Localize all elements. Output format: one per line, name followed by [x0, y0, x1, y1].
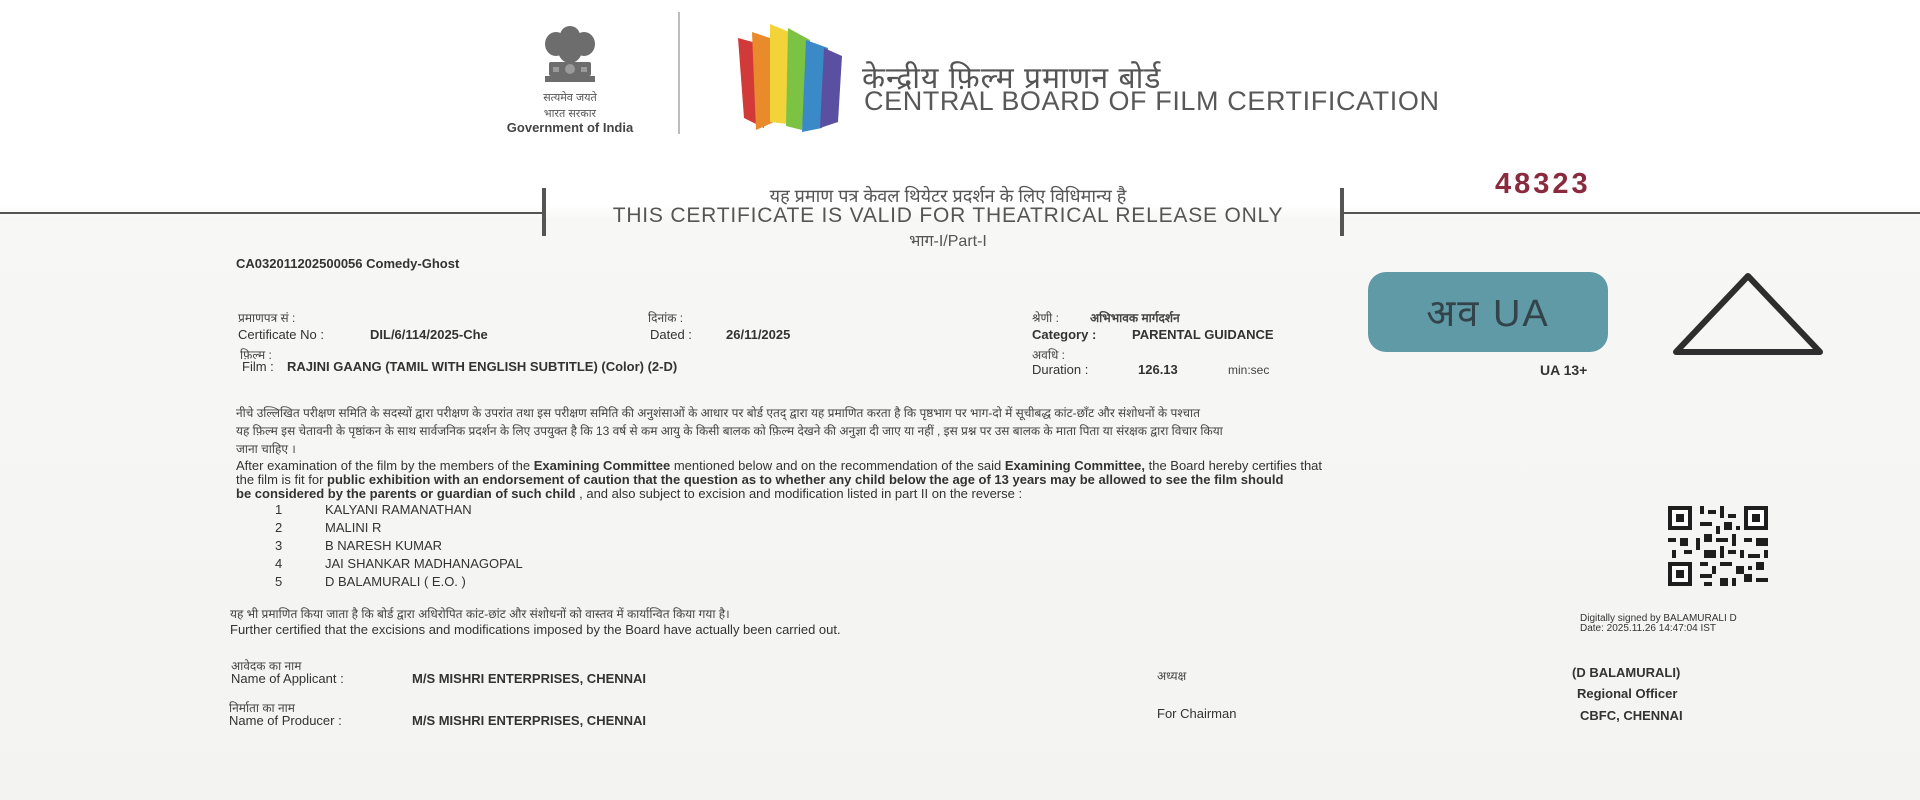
body-en-bold: be considered by the parents or guardian of such child	[236, 486, 576, 501]
committee-number: 2	[275, 520, 283, 535]
film-hindi: फ़िल्म :	[240, 348, 272, 362]
validity-hindi: यह प्रमाण पत्र केवल थियेटर प्रदर्शन के लिए विधिमान्य है	[769, 186, 1127, 206]
further-english: Further certified that the excisions and modifications imposed by the Board have actually been carried out.	[230, 622, 841, 637]
reference-code: CA032011202500056 Comedy-Ghost	[236, 256, 460, 271]
digital-signature-line-2: Date: 2025.11.26 14:47:04 IST	[1580, 623, 1717, 634]
body-en-text: mentioned below and on the recommendation of the said	[670, 458, 1005, 473]
body-hindi-line-1: नीचे उल्लिखित परीक्षण समिति के सदस्यों द्वारा परीक्षण के उपरांत तथा इस परीक्षण समिति की अनुशंसाओं के आधार पर बोर्ड एतद् द्वारा यह प्रमाणित करता है कि पृष्ठभाग पर भाग-दो में सूचीबद्ध कांट-छाँट और संशोधनों के पश्चात	[236, 406, 1200, 420]
rating-label: UA 13+	[1540, 362, 1588, 378]
cbfc-hindi-title: केन्द्रीय फ़िल्म प्रमाणन बोर्ड	[862, 62, 1162, 95]
committee-number: 3	[275, 538, 283, 553]
committee-member: B NARESH KUMAR	[325, 538, 443, 553]
applicant-value: M/S MISHRI ENTERPRISES, CHENNAI	[412, 671, 647, 686]
qr-code-icon	[1668, 505, 1768, 587]
cert-no-value: DIL/6/114/2025-Che	[370, 327, 488, 342]
digital-signature-line-1: Digitally signed by BALAMURALI D	[1580, 613, 1737, 624]
signatory-designation: Regional Officer	[1577, 686, 1678, 701]
body-hindi-line-3: जाना चाहिए ।	[236, 442, 296, 456]
rating-badge: अव UA	[1368, 272, 1608, 352]
cert-no-label: Certificate No :	[238, 327, 324, 342]
body-en-bold: Examining Committee,	[1004, 458, 1145, 473]
date-label: Dated :	[650, 327, 692, 342]
chairman-hindi: अध्यक्ष	[1157, 669, 1187, 683]
banner-rule-right	[1342, 212, 1920, 214]
body-en-text: , and also subject to excision and modification listed in part II on the reverse :	[575, 486, 1023, 501]
film-value: RAJINI GAANG (TAMIL WITH ENGLISH SUBTITLE) (Color) (2-D)	[287, 359, 678, 374]
committee-member: D BALAMURALI ( E.O. )	[325, 574, 466, 589]
chairman-english: For Chairman	[1157, 706, 1237, 721]
cbfc-english-title: CENTRAL BOARD OF FILM CERTIFICATION	[864, 86, 1440, 116]
applicant-hindi: आवेदक का नाम	[231, 659, 302, 673]
gov-motto: सत्यमेव जयते	[543, 92, 597, 104]
triangle-symbol-icon	[1668, 270, 1828, 360]
committee-number: 5	[275, 574, 283, 589]
body-english-line-3	[236, 486, 1022, 502]
part-label: भाग-I/Part-I	[909, 233, 987, 250]
producer-hindi: निर्माता का नाम	[229, 701, 295, 715]
category-hindi-label: श्रेणी :	[1032, 311, 1059, 325]
signatory-office: CBFC, CHENNAI	[1580, 708, 1683, 723]
category-hindi-value: अभिभावक मार्गदर्शन	[1090, 311, 1180, 325]
body-en-text: the film is fit for	[236, 472, 328, 487]
serial-number: 48323	[1495, 168, 1591, 200]
committee-number: 1	[275, 502, 283, 517]
producer-value: M/S MISHRI ENTERPRISES, CHENNAI	[412, 713, 647, 728]
duration-hindi: अवधि :	[1032, 348, 1065, 362]
government-emblem-block	[495, 22, 645, 137]
duration-value: 126.13	[1138, 362, 1178, 377]
committee-member: JAI SHANKAR MADHANAGOPAL	[325, 556, 523, 571]
duration-unit: min:sec	[1228, 363, 1270, 377]
applicant-label: Name of Applicant :	[231, 671, 344, 686]
producer-label: Name of Producer :	[229, 713, 342, 728]
validity-english: THIS CERTIFICATE IS VALID FOR THEATRICAL RELEASE ONLY	[612, 204, 1284, 227]
body-hindi-line-2: यह फ़िल्म इस चेतावनी के पृष्ठांकन के साथ सार्वजनिक प्रदर्शन के लिए उपयुक्त है कि 13 वर्ष से कम आयु के किसी बालक को फ़िल्म देखने की अनुज्ञा दी जाए या नहीं , इस प्रश्न पर उस बालक के माता पिता या संरक्षक द्वारा विचार किया	[236, 424, 1223, 438]
gov-english-label: Government of India	[506, 120, 634, 135]
body-en-text: the Board hereby certifies that	[1144, 458, 1323, 473]
duration-label: Duration :	[1032, 362, 1089, 377]
date-value: 26/11/2025	[726, 327, 791, 342]
committee-member: MALINI R	[325, 520, 382, 535]
committee-member: KALYANI RAMANATHAN	[325, 502, 472, 517]
body-en-bold: public exhibition with an endorsement of caution that the question as to whether any child below the age of 13 years may be allowed to see the film should	[327, 472, 1284, 487]
header-divider	[678, 12, 680, 134]
film-label: Film :	[242, 359, 274, 374]
banner-bar-left	[542, 188, 546, 236]
signatory-name: (D BALAMURALI)	[1572, 665, 1681, 680]
cert-no-hindi: प्रमाणपत्र सं :	[238, 311, 296, 325]
category-value: PARENTAL GUIDANCE	[1132, 327, 1274, 342]
further-hindi: यह भी प्रमाणित किया जाता है कि बोर्ड द्वारा अधिरोपित कांट-छांट और संशोधनों को वास्तव में कार्यान्वित किया गया है।	[230, 607, 730, 621]
date-hindi: दिनांक :	[648, 311, 684, 325]
body-en-text: After examination of the film by the members of the	[236, 458, 534, 473]
digital-signature	[1580, 614, 1737, 634]
national-emblem-icon	[531, 22, 609, 100]
body-en-bold: Examining Committee	[533, 458, 671, 473]
gov-hindi-label: भारत सरकार	[543, 108, 597, 120]
banner-rule-left	[0, 212, 545, 214]
cbfc-logo-icon	[730, 18, 848, 136]
committee-number: 4	[275, 556, 283, 571]
category-label: Category :	[1032, 327, 1097, 342]
